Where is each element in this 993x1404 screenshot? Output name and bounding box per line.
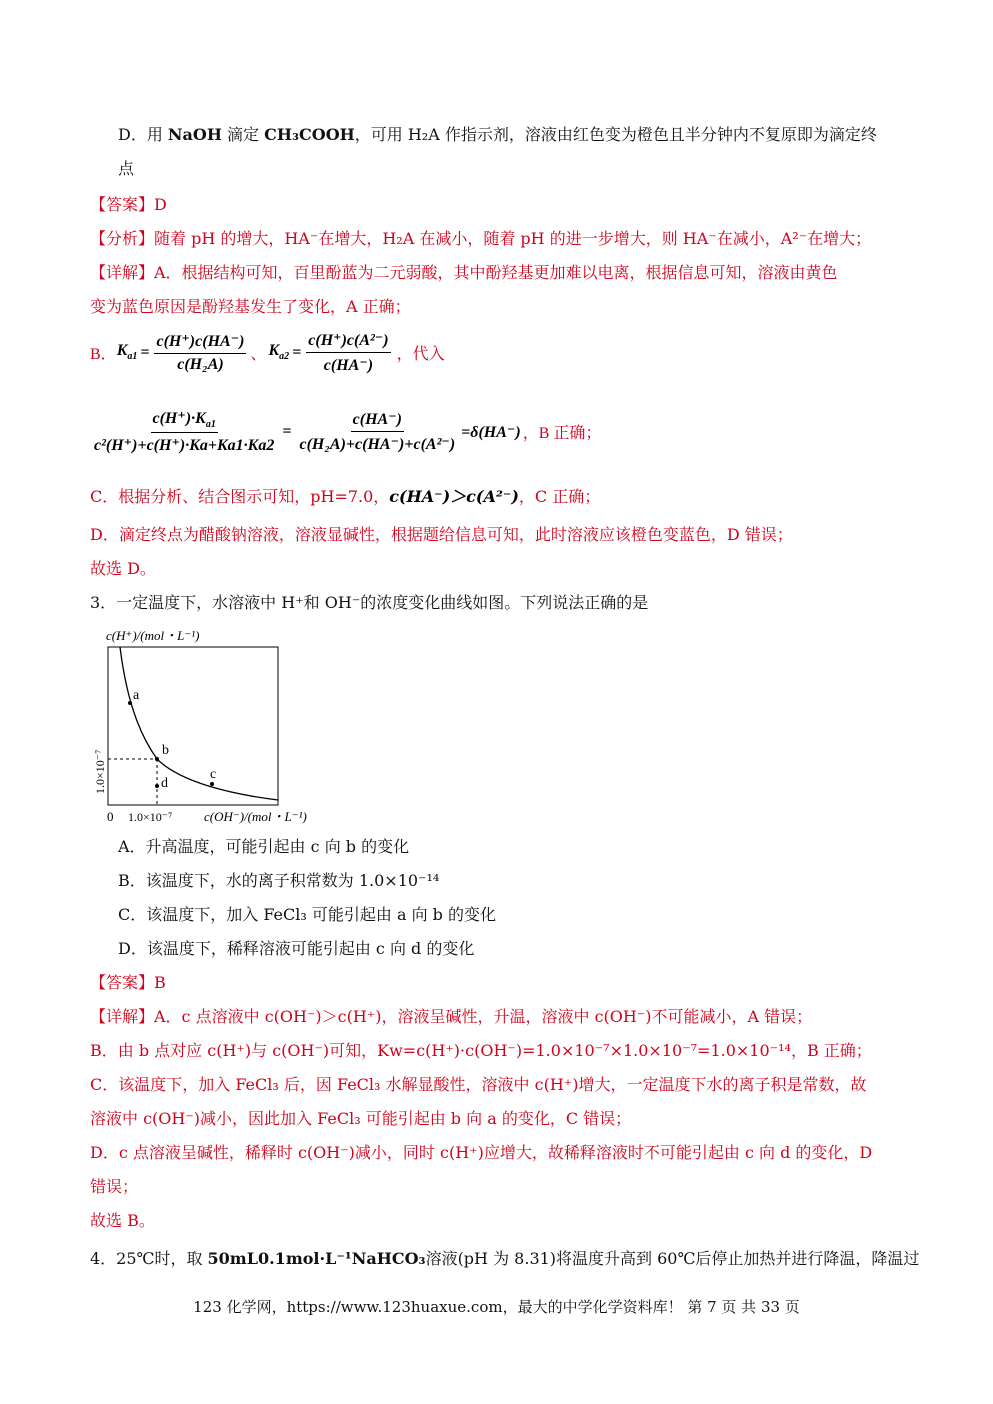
q3-option-a: A．升高温度，可能引起由 c 向 b 的变化 xyxy=(118,837,410,856)
graph-x-axis-label: c(OH⁻)/(mol・L⁻¹) xyxy=(204,809,307,824)
q3-graph xyxy=(90,622,330,828)
graph-origin: 0 xyxy=(107,809,114,824)
graph-y-tick: 1.0×10⁻⁷ xyxy=(93,749,107,794)
detail-1-d-line: D．滴定终点为醋酸钠溶液，溶液显碱性，根据题给信息可知，此时溶液应该橙色变蓝色，D 错误； xyxy=(90,525,793,544)
ch3cooh-formula: CH₃COOH xyxy=(264,125,355,144)
q3-detail-5: D．c 点溶液呈碱性，稀释时 c(OH⁻)减小，同时 c(H⁺)应增大，故稀释溶液时不可能引起由 c 向 d 的变化，D xyxy=(90,1143,873,1162)
detail-1-a-line2: 变为蓝色原因是酚羟基发生了变化，A 正确； xyxy=(90,297,411,316)
graph-label-d: d xyxy=(161,776,168,791)
q4-formula: 50mL0.1mol·L⁻¹NaHCO₃ xyxy=(207,1249,426,1268)
delta-expression: $\frac{c(H^+)\cdot K_{a1}}{\text{c²(H⁺)+c(H⁺)·Ka+Ka1·Ka2}}$ = $\frac{c(HA^-)}{\text{c(H₂A)+c(HA⁻)+c(A²⁻)}}$ =δ(HA⁻) ，B 正确； xyxy=(94,410,602,455)
graph-point-d xyxy=(155,784,159,788)
q3-detail-7: 故选 B。 xyxy=(90,1211,155,1230)
q3-detail-3: C．该温度下，加入 FeCl₃ 后，因 FeCl₃ 水解显酸性，溶液中 c(H⁺)增大，一定温度下水的离子积是常数，故 xyxy=(90,1075,867,1094)
detail-1-c-line: C．根据分析、结合图示可知，pH=7.0，c(HA⁻)＞c(A²⁻)，C 正确； xyxy=(90,487,601,506)
q3-detail-4: 溶液中 c(OH⁻)减小，因此加入 FeCl₃ 可能引起由 b 向 a 的变化，C 错误； xyxy=(90,1109,632,1128)
q3-answer: 【答案】B xyxy=(90,973,166,992)
q3-detail-2: B．由 b 点对应 c(H⁺)与 c(OH⁻)可知，Kw=c(H⁺)·c(OH⁻)=1.0×10⁻⁷×1.0×10⁻⁷=1.0×10⁻¹⁴，B 正确； xyxy=(90,1041,872,1060)
detail-1-b-expr: B． $K_{a1}$ = $\frac{c(H^+)c(HA^-)}{\text{c(H₂A)}}$ 、 $K_{a2}$ = $\frac{\text{c(H⁺)c(A²⁻)}}{c(HA^-)}$ ，代入 xyxy=(90,332,445,374)
graph-label-b: b xyxy=(162,743,169,758)
q3-detail-1: 【详解】A．c 点溶液中 c(OH⁻)＞c(H⁺)，溶液呈碱性，升温，溶液中 c(OH⁻)不可能减小，A 错误； xyxy=(90,1007,813,1026)
prev-option-d-line2: 点 xyxy=(118,159,135,178)
ka1-fraction: $\frac{c(H^+)c(HA^-)}{\text{c(H₂A)}}$ xyxy=(156,333,245,373)
naoh-formula: NaOH xyxy=(167,125,222,144)
q3-option-b: B．该温度下，水的离子积常数为 1.0×10⁻¹⁴ xyxy=(118,871,440,890)
q3-stem: 3．一定温度下，水溶液中 H⁺和 OH⁻的浓度变化曲线如图。下列说法正确的是 xyxy=(90,593,649,612)
q3-option-c: C．该温度下，加入 FeCl₃ 可能引起由 a 向 b 的变化 xyxy=(118,905,497,924)
graph-point-a xyxy=(128,701,132,705)
graph-x-tick: 1.0×10⁻⁷ xyxy=(128,810,173,824)
graph-curve xyxy=(120,647,278,800)
detail-1-choose: 故选 D。 xyxy=(90,559,156,578)
graph-point-b xyxy=(155,757,159,761)
graph-label-c: c xyxy=(210,767,217,782)
graph-point-c xyxy=(210,782,214,786)
answer-1: 【答案】D xyxy=(90,195,167,214)
page-footer: 123 化学网，https://www.123huaxue.com，最大的中学化学资料库！ 第 7 页 共 33 页 xyxy=(193,1298,800,1316)
prev-option-d-line1: D．用 NaOH 滴定 CH₃COOH，可用 H₂A 作指示剂，溶液由红色变为橙色且半分钟内不复原即为滴定终 xyxy=(118,125,877,144)
q4-stem: 4．25℃时，取 50mL0.1mol·L⁻¹NaHCO₃溶液(pH 为 8.31)将温度升高到 60℃后停止加热并进行降温，降温过 xyxy=(90,1249,920,1268)
graph-label-a: a xyxy=(133,688,140,703)
mid-fraction: $\frac{c(HA^-)}{\text{c(H₂A)+c(HA⁻)+c(A²⁻)}}$ xyxy=(299,411,456,454)
big-fraction: $\frac{c(H^+)\cdot K_{a1}}{\text{c²(H⁺)+c(H⁺)·Ka+Ka1·Ka2}}$ xyxy=(94,410,275,455)
analysis-1: 【分析】随着 pH 的增大，HA⁻在增大，H₂A 在减小，随着 pH 的进一步增大，则 HA⁻在减小，A²⁻在增大； xyxy=(90,229,872,248)
ka2-fraction: $\frac{\text{c(H⁺)c(A²⁻)}}{c(HA^-)}$ xyxy=(308,332,389,374)
detail-1-a-line1: 【详解】A．根据结构可知，百里酚蓝为二元弱酸，其中酚羟基更加难以电离，根据信息可知，溶液由黄色 xyxy=(90,263,838,282)
graph-y-axis-label: c(H⁺)/(mol・L⁻¹) xyxy=(106,628,200,643)
q3-option-d: D．该温度下，稀释溶液可能引起由 c 向 d 的变化 xyxy=(118,939,475,958)
q3-detail-6: 错误； xyxy=(90,1177,139,1196)
